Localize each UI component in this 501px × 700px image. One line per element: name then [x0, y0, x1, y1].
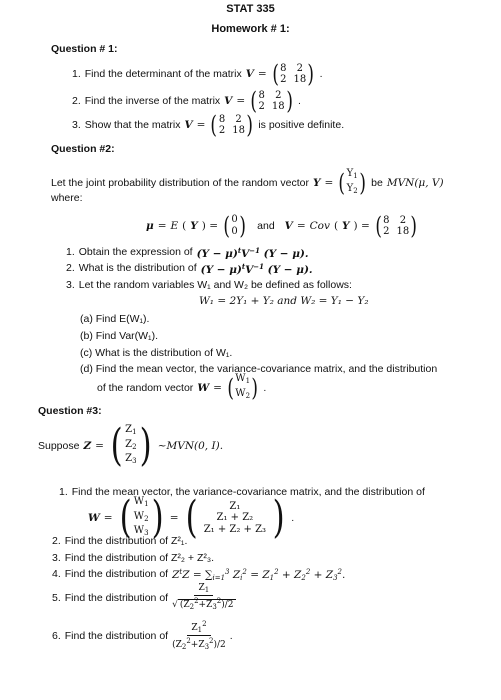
q2-sub-c: (c) What is the distribution of W₁.: [80, 347, 233, 359]
q2-item-1: 1. Obtain the expression of $(Y - \mu)^tV^{-1}$ (Y − μ).: [66, 246, 309, 260]
q3-suppose: Suppose Z = ( $Z_1$ $Z_2$ $Z_3$ ) ~MVN(0, I).: [38, 420, 224, 471]
q2-sub-a: (a) Find E(W₁).: [80, 313, 150, 325]
q1-item-2: 2. Find the inverse of the matrix V = ( 8 2 2 18 ) .: [72, 87, 301, 115]
q2-sub-b: (b) Find Var(W₁).: [80, 330, 159, 342]
q1-item-1: 1. Find the determinant of the matrix V = ( 8 2 2 18 ) .: [72, 60, 323, 88]
q2-where: where:: [51, 192, 83, 204]
q3-item-5: 5. Find the distribution of $\frac{Z_1}{√ (Z_2^2+Z_3^2)/2}$: [52, 583, 234, 611]
question-2-heading: Question #2:: [51, 143, 115, 155]
q2-mu-v-def: μ = E ( Y ) = ( 0 0 ) and V = Cov ( Y ) = ( 8 2 2 18 ): [146, 211, 418, 240]
q3-item-3: 3. Find the distribution of Z²₂ + Z²₃.: [52, 552, 215, 564]
question-3-heading: Question #3:: [38, 405, 102, 417]
q3-item-1: 1. Find the mean vector, the variance-covariance matrix, and the distribution of: [59, 486, 425, 498]
q3-item-4: 4. Find the distribution of $Z^tZ = \sum_{i=1}^3$ $Z_i^2 = Z_1^2 + Z_2^2 + Z_3^2$.: [52, 568, 346, 582]
q2-w-definitions: W₁ = 2Y₁ + Y₂ and W₂ = Y₁ − Y₂: [199, 295, 369, 307]
q2-sub-d: (d) Find the mean vector, the variance-covariance matrix, and the distribution: [80, 363, 438, 375]
matrix-v-3: ( 8 2 2 18 ): [210, 111, 253, 139]
q2-sub-d-cont: of the random vector W = ( $W_1$ $W_2$ ) .: [97, 373, 267, 402]
homework-title: Homework # 1:: [211, 23, 290, 35]
q3-w-vector: W = ( $W_1$ $W_2$ $W_3$ ) = ( Z₁ Z₁ + Z₂ Z₁ + Z₂ + Z₃ ) .: [88, 492, 295, 543]
matrix-v-2: ( 8 2 2 18 ): [250, 87, 293, 115]
q3-item-6: 6. Find the distribution of $\frac{Z_1^2}{(Z_2^2+Z_3^2)/2}$ .: [52, 620, 233, 651]
matrix-v-1: ( 8 2 2 18 ): [272, 60, 315, 88]
q2-intro: Let the joint probability distribution of the random vector Y = ( $Y_1$ $Y_2$ ) be MVN(μ, V): [51, 168, 444, 197]
q2-item-2: 2. What is the distribution of $(Y - \mu)^tV^{-1}$ (Y − μ).: [66, 262, 313, 276]
q3-item-2: 2. Find the distribution of Z²₁.: [52, 535, 188, 547]
question-1-heading: Question # 1:: [51, 43, 118, 55]
q1-item-3: 3. Show that the matrix V = ( 8 2 2 18 ) is positive definite.: [72, 111, 345, 139]
q2-item-3: 3. Let the random variables W₁ and W₂ be defined as follows:: [66, 279, 352, 291]
course-code: STAT 335: [226, 3, 275, 15]
